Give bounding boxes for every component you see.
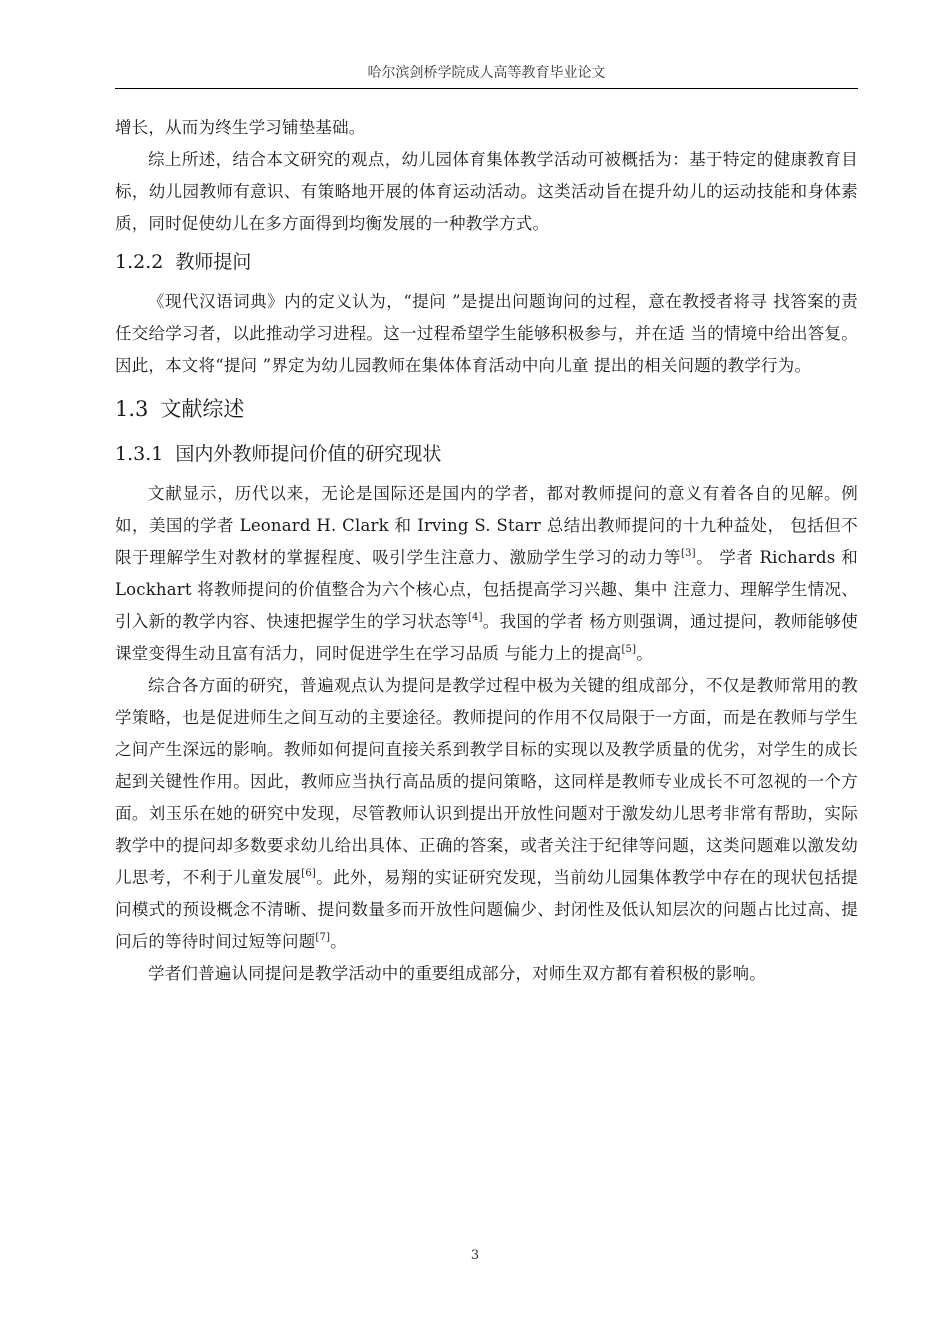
text-run: 。我国的学者 杨方则强调，通过提问，教师能够使课堂变得生动且富有活力，同时促进学生在学习品质 与能力上的提高 xyxy=(115,612,858,663)
paragraph: 《现代汉语词典》内的定义认为，“提问 ”是提出问题询问的过程，意在教授者将寻 找答案的责任交给学习者，以此推动学习进程。这一过程希望学生能够积极参与，并在适 当的情境中给出答复。因此，本文将“提问 ”界定为幼儿园教师在集体体育活动中向儿童 提出的相关问题的教学行为。 xyxy=(115,292,858,375)
citation: [6] xyxy=(301,868,317,879)
body-content xyxy=(115,112,858,990)
section-heading-1-3-1 xyxy=(115,436,858,472)
section-heading-1-3 xyxy=(115,390,858,428)
paragraph xyxy=(115,670,858,958)
text-run: 。 学者 Richards 和 Lockhart 将教师提问的价值整合为六个核心点，包括提高学习兴趣、集中 注意力、理解学生情况、引入新的教学内容、快速把握学生的学习状态等 xyxy=(115,548,858,631)
paragraph xyxy=(115,478,858,670)
citation: [3] xyxy=(681,548,696,559)
section-title: 教师提问 xyxy=(175,251,252,273)
paragraph: 学者们普遍认同提问是教学活动中的重要组成部分，对师生双方都有着积极的影响。 xyxy=(148,964,766,983)
running-header: 哈尔滨剑桥学院成人高等教育毕业论文 xyxy=(115,62,858,89)
section-number: 1.3 xyxy=(115,397,149,421)
citation: [4] xyxy=(467,612,483,623)
text-run: 。 xyxy=(636,644,653,663)
paragraph: 增长，从而为终生学习铺垫基础。 xyxy=(115,118,366,137)
text-run: 综合各方面的研究，普遍观点认为提问是教学过程中极为关键的组成部分，不仅是教师常用的教学策略，也是促进师生之间互动的主要途径。教师提问的作用不仅局限于一方面，而是在教师与学生之间产生深远的影响。教师如何提问直接关系到教学目标的实现以及教学质量的优劣，对学生的成长起到关键性作用。因此，教师应当执行高品质的提问策略，这同样是教师专业成长不可忽视的一个方面。刘玉乐在她的研究中发现，尽管教师认识到提出开放性问题对于激发幼儿思考非常有帮助，实际教学中的提问却多数要求幼儿给出具体、正确的答案，或者关注于纪律等问题，这类问题难以激发幼儿思考，不利于儿童发展 xyxy=(115,676,858,887)
text-run: 。此外，易翔的实证研究发现，当前幼儿园集体教学中存在的现状包括提问模式的预设概念不清晰、提问数量多而开放性问题偏少、封闭性及低认知层次的问题占比过高、提问后的等待时间过短等问题 xyxy=(115,868,858,951)
section-title: 国内外教师提问价值的研究现状 xyxy=(175,443,442,465)
text-run: 。 xyxy=(330,932,347,951)
page-number: 3 xyxy=(470,1248,480,1263)
section-number: 1.3.1 xyxy=(115,443,164,465)
citation: [5] xyxy=(621,644,637,655)
text-run: 文献显示，历代以来，无论是国际还是国内的学者，都对教师提问的意义有着各自的见解。例如，美国的学者 Leonard H. Clark 和 Irving S. Starr 总结出教师提问的十九种益处， 包括但不限于理解学生对教材的掌握程度、吸引学生注意力、激励学生学习的动力等 xyxy=(115,484,858,567)
citation: [7] xyxy=(315,932,331,943)
section-title: 文献综述 xyxy=(160,397,245,421)
paragraph: 综上所述，结合本文研究的观点，幼儿园体育集体教学活动可被概括为：基于特定的健康教育目标，幼儿园教师有意识、有策略地开展的体育运动活动。这类活动旨在提升幼儿的运动技能和身体素质，同时促使幼儿在多方面得到均衡发展的一种教学方式。 xyxy=(115,150,858,233)
section-heading-1-2-2 xyxy=(115,244,858,280)
section-number: 1.2.2 xyxy=(115,251,164,273)
